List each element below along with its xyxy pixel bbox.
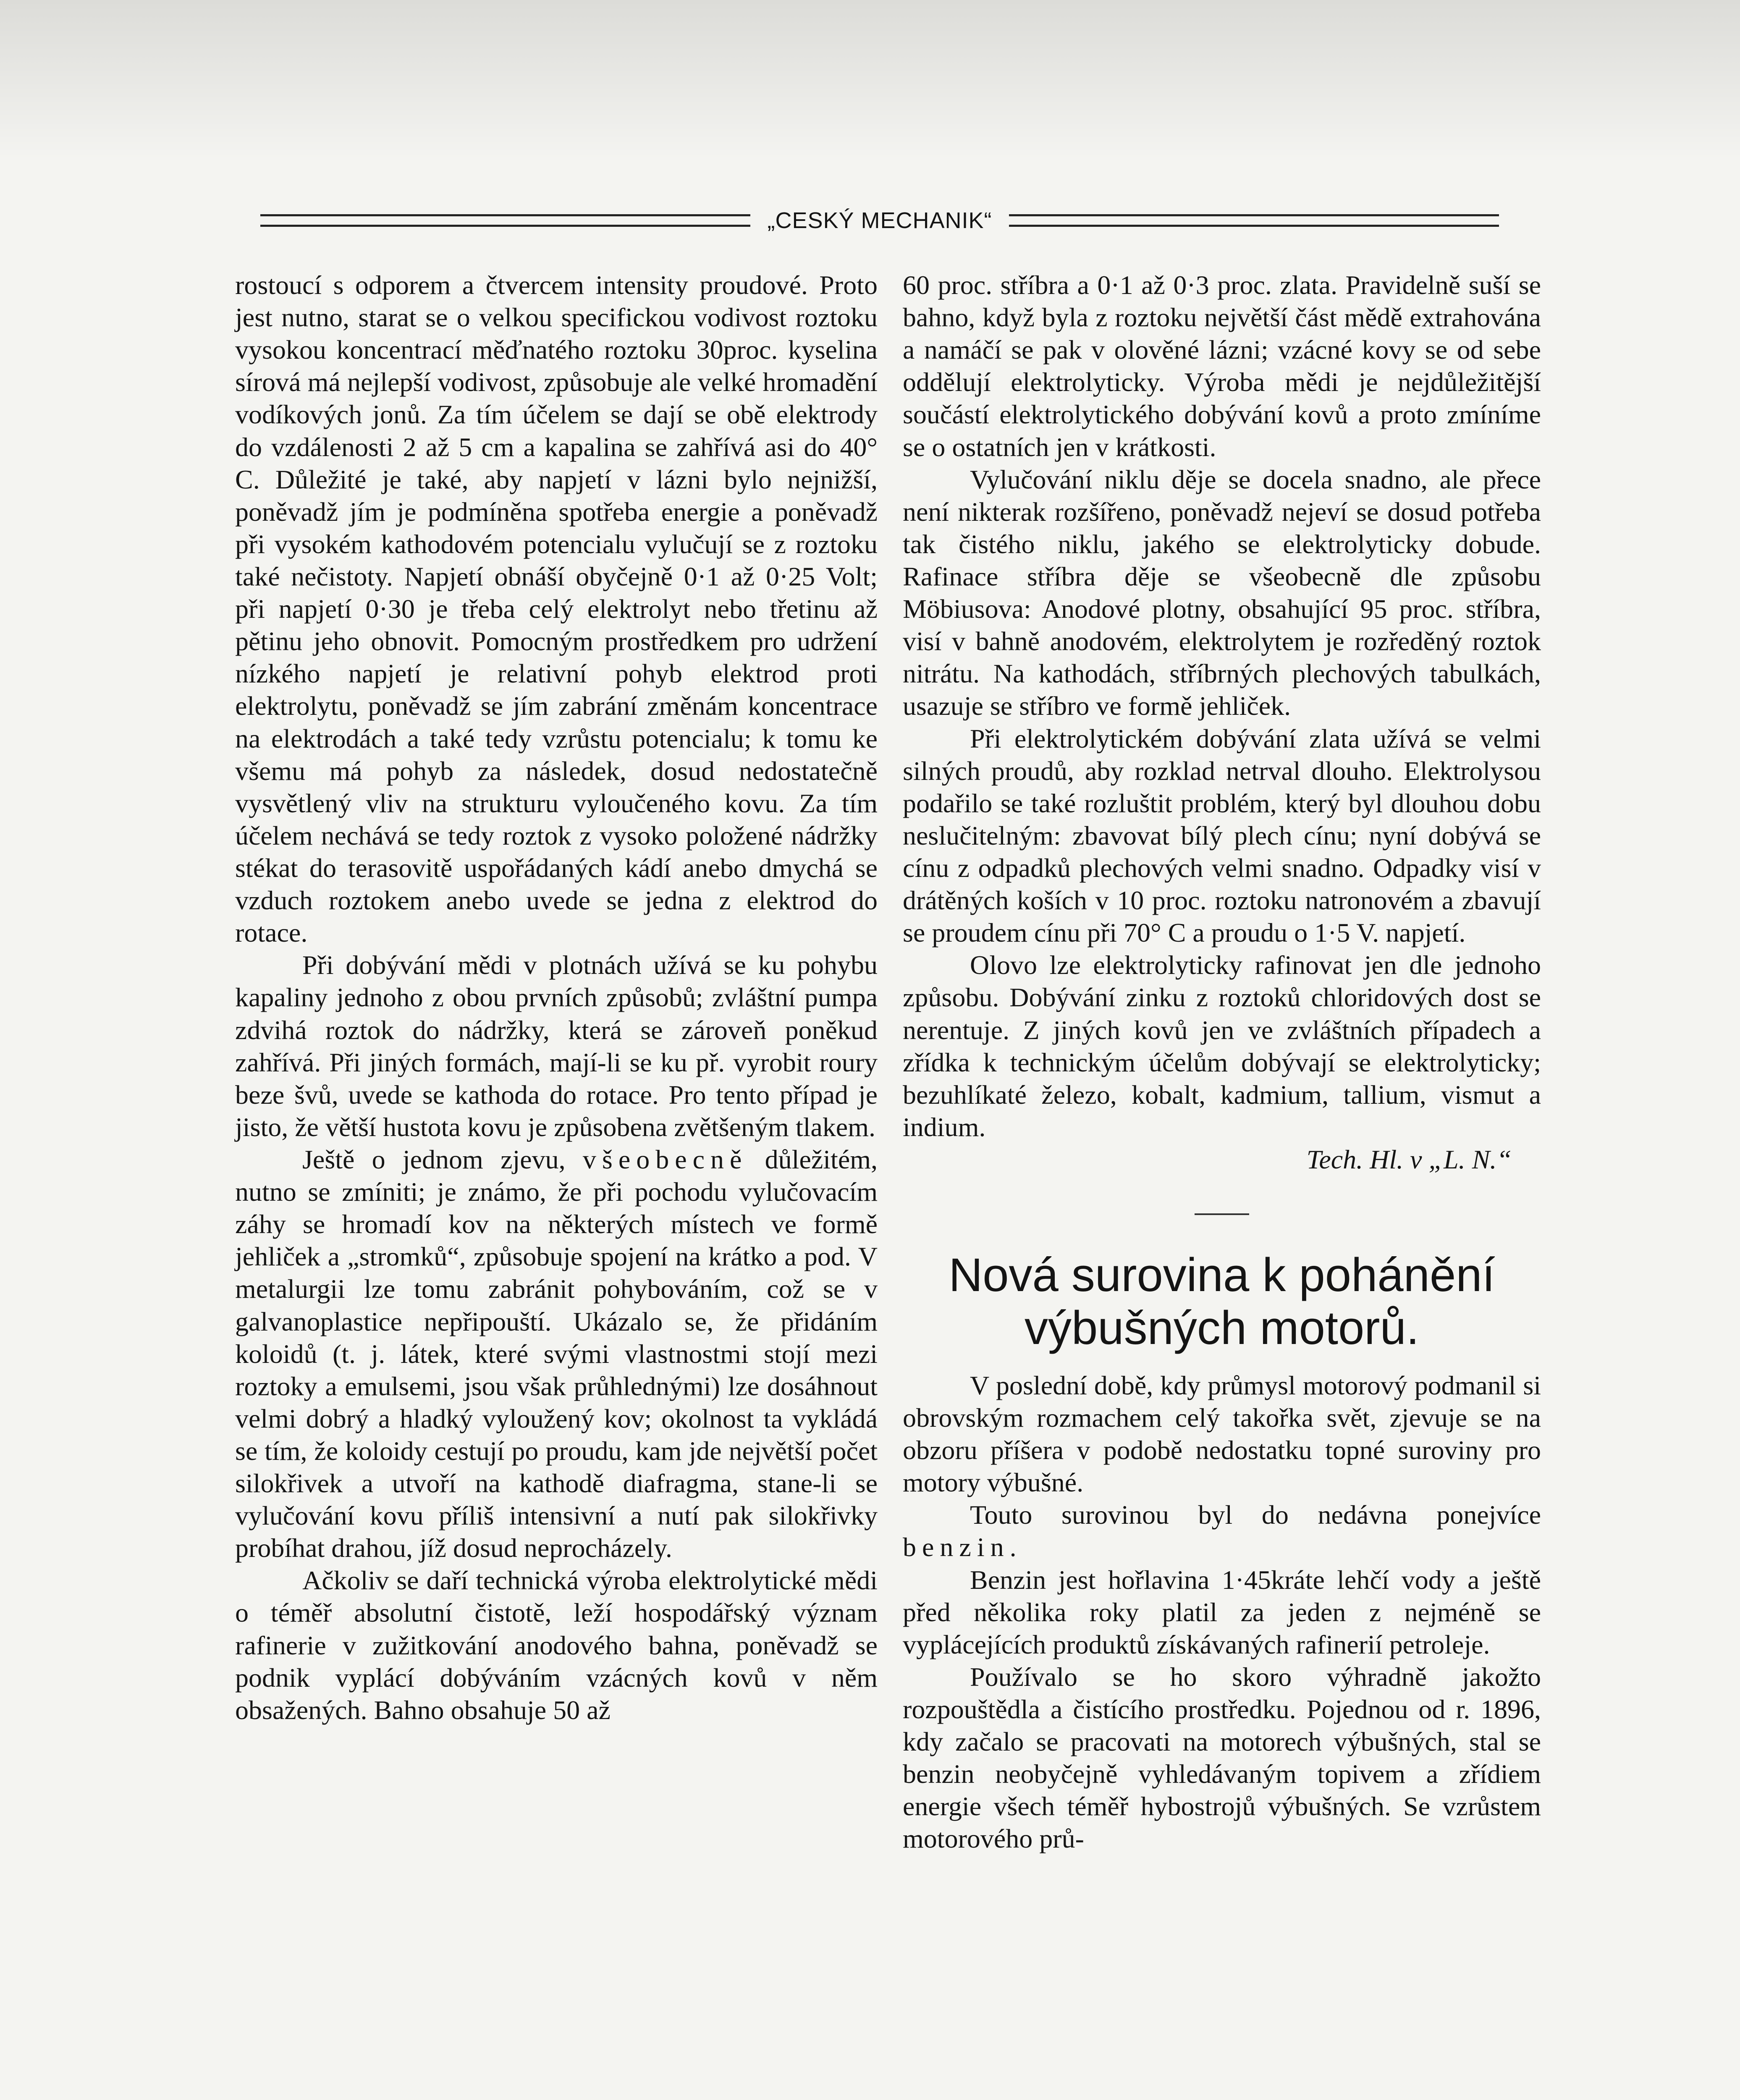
source-citation: Tech. Hl. v „L. N.“ (1306, 1144, 1512, 1174)
paragraph: Při elektrolytickém dobývání zlata užívá se velmi silných proudů, aby rozklad netrval dlouho. Elektrolysou podařilo se také rozluštit problém, který byl dlouhou dobu neslučitelným: zbavovat bílý plech cínu; nyní dobývá se cínu z odpadků plechových velmi snadno. Odpadky visí v drátěných koších v 10 proc. roztoku natronovém a zbavují se proudem cínu při 70° C a proudu o 1·5 V. napjetí. (903, 723, 1541, 948)
section-divider (1195, 1213, 1249, 1215)
paragraph: Vylučování niklu děje se docela snadno, ale přece není nikterak rozšířeno, poněvadž nejeví se dosud potřeba tak čistého niklu, jakého se elektrolyticky dobude. Rafinace stříbra děje se všeobecně dle způsobu Möbiusova: Anodové plotny, obsahující 95 proc. stříbra, visí v bahně anodovém, elektrolytem je rozředěný roztok nitrátu. Na kathodách, stříbrných plechových tabulkách, usazuje se stříbro ve formě jehliček. (903, 464, 1541, 721)
paragraph: Používalo se ho skoro výhradně jakožto rozpouštědla a čistícího prostředku. Pojednou od r. 1896, kdy začalo se pracovati na motorech výbušných, stal se benzin neobyčejně vyhledávaným topivem a zřídiem energie všech téměř hybostrojů výbušných. Se vzrůstem motorového prů- (903, 1662, 1541, 1854)
paragraph: Olovo lze elektrolyticky rafinovat jen dle jednoho způsobu. Dobývání zinku z roztoků chloridových dost se nerentuje. Z jiných kovů jen ve zvláštních případech a zřídka k technickým účelům dobývají se elektrolyticky; bezuhlíkaté železo, kobalt, kadmium, tallium, vismut a indium. (903, 950, 1541, 1142)
scan-shadow (0, 0, 1740, 160)
paragraph: Při dobývání mědi v plotnách užívá se ku pohybu kapaliny jednoho z obou prvních způsobů; zvláštní pumpa zdvihá roztok do nádržky, která se zároveň poněkud zahřívá. Při jiných formách, mají-li se ku př. vyrobit roury beze švů, uvede se kathoda do rotace. Pro tento případ je jisto, že větší hustota kovu je způsobena zvětšeným tlakem. (235, 950, 878, 1142)
paragraph (903, 1499, 1541, 1563)
header-rule-left (260, 214, 750, 227)
paragraph: Ačkoliv se daří technická výroba elektrolytické mědi o téměř absolutní čistotě, leží hospodářský význam rafinerie v zužitkování anodového bahna, poněvadž se podnik vyplácí dobýváním vzácných kovů v něm obsažených. Bahno obsahuje 50 až (235, 1565, 878, 1725)
paragraph: V poslední době, kdy průmysl motorový podmanil si obrovským rozmachem celý takořka svět, zjevuje se na obzoru příšera v podobě nedostatku topné suroviny pro motory výbušné. (903, 1370, 1541, 1498)
paragraph: 60 proc. stříbra a 0·1 až 0·3 proc. zlata. Pravidelně suší se bahno, když byla z roztoku největší část mědě extrahována a namáčí se pak v olověné lázni; vzácné kovy se od sebe oddělují elektrolyticky. Výroba mědi je nejdůležitější součástí elektrolytického dobývání kovů a proto zmíníme se o ostatních jen v krátkosti. (903, 270, 1541, 462)
paragraph: Benzin jest hořlavina 1·45kráte lehčí vody a ještě před několika roky platil za jeden z nejméně se vyplácejících produktů získávaných rafinerií petroleje. (903, 1564, 1541, 1659)
article-title: Nová surovina k pohánění výbušných motorů. (949, 1249, 1495, 1354)
text-run: důležitém, nutno se zmíniti; je známo, že při pochodu vylučovacím záhy se hromadí kov na některých místech ve formě jehliček a „stromků“, způsobuje spojení na krátko a pod. V metalurgii lze tomu zabránit pohybováním, což se v galvanoplastice nepřipouští. Ukázalo se, že přidáním koloidů (t. j. látek, které svými vlastnostmi stojí mezi roztoky a emulsemi, jsou však průhlednými) lze dosáhnout velmi dobrý a hladký vyloužený kov; okolnost ta vykládá se tím, že koloidy cestují po proudu, kam jde největší počet silokřivek a utvoří na kathodě diafragma, stane-li se vylučování kovu příliš intensivní a nutí pak silokřivky probíhat drahou, jíž dosud neprocházely. (235, 1144, 878, 1563)
emphasis-spaced: všeobecně (582, 1144, 748, 1174)
right-column (903, 269, 1541, 1855)
paragraph: rostoucí s odporem a čtvercem intensity proudové. Proto jest nutno, starat se o velkou specifickou vodivost roztoku vysokou koncentrací měďnatého roztoku 30proc. kyselina sírová má nejlepší vodivost, způsobuje ale velké hromadění vodíkových jonů. Za tím účelem se dají se obě elektrody do vzdálenosti 2 až 5 cm a kapalina se zahřívá asi do 40° C. Důležité je také, aby napjetí v lázni bylo nejnižší, poněvadž jím je podmíněna spotřeba energie a poněvadž při vysokém kathodovém potencialu vylučují se z roztoku také nečistoty. Napjetí obnáší obyčejně 0·1 až 0·25 Volt; při napjetí 0·30 je třeba celý elektrolyt nebo třetinu až pětinu jeho obnovit. Pomocným prostředkem pro udržení nízkého napjetí je relativní pohyb elektrod proti elektrolytu, poněvadž se jím zabrání změnám koncentrace na elektrodách a také tedy vzrůstu potencialu; k tomu ke všemu má pohyb za následek, dosud nedostatečně vysvětlený vliv na strukturu vyloučeného kovu. Za tím účelem nechává se tedy roztok z vysoko položené nádržky stékat do terasovitě uspořádaných kádí anebo dmychá se vzduch roztokem anebo uvede se jedna z elektrod do rotace. (235, 270, 878, 948)
text-run: Ještě o jednom zjevu, (302, 1144, 566, 1174)
running-header (260, 206, 1499, 235)
journal-title: „CESKÝ MECHANIK“ (767, 208, 992, 233)
paragraph (235, 1143, 878, 1564)
emphasis-spaced: benzin. (903, 1532, 1022, 1562)
text-run: Touto surovinou byl do nedávna ponejvíce (970, 1500, 1541, 1530)
left-column (235, 269, 878, 1726)
header-rule-right (1009, 214, 1499, 227)
